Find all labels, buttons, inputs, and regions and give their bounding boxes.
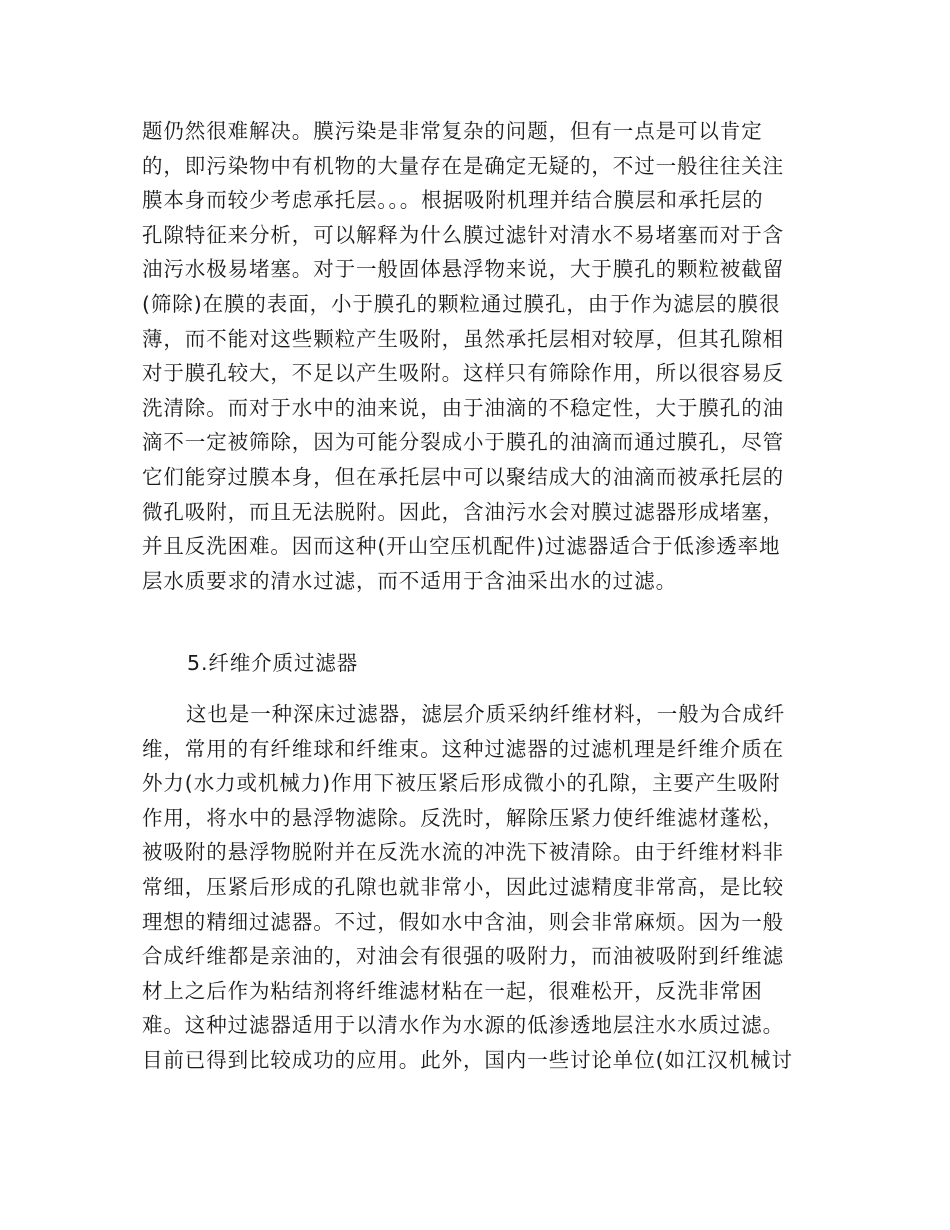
text-line: 层水质要求的清水过滤，而不适用于含油采出水的过滤。 xyxy=(142,568,677,593)
section-heading xyxy=(187,646,587,681)
text-line: 膜本身而较少考虑承托层。。。根据吸附机理并结合膜层和承托层的 xyxy=(142,188,764,213)
text-line: 材上之后作为粘结剂将纤维滤材粘在一起，很难松开，反洗非常困 xyxy=(142,978,763,1003)
text-line: 滴不一定被筛除，因为可能分裂成小于膜孔的油滴而通过膜孔，尽管 xyxy=(142,430,784,455)
text-line: 的，即污染物中有机物的大量存在是确定无疑的，不过一般往往关注 xyxy=(142,153,784,178)
text-line: 这也是一种深床过滤器，滤层介质采纳纤维材料，一般为合成纤 xyxy=(186,702,786,726)
text-line: 合成纤维都是亲油的，对油会有很强的吸附力，而油被吸附到纤维滤 xyxy=(142,944,784,969)
text-line: 常细，压紧后形成的孔隙也就非常小，因此过滤精度非常高，是比较 xyxy=(142,874,784,899)
text-line: 作用，将水中的悬浮物滤除。反洗时，解除压紧力使纤维滤材蓬松， xyxy=(142,805,784,830)
text-line: 并且反洗困难。因而这种(开山空压机配件)过滤器适合于低渗透率地 xyxy=(142,534,781,559)
text-line: 外力(水力或机械力)作用下被压紧后形成微小的孔隙，主要产生吸附 xyxy=(142,771,781,796)
text-line: 微孔吸附，而且无法脱附。因此，含油污水会对膜过滤器形成堵塞， xyxy=(142,499,784,524)
text-line: 它们能穿过膜本身，但在承托层中可以聚结成大的油滴而被承托层的 xyxy=(142,464,784,489)
text-line: (筛除)在膜的表面，小于膜孔的颗粒通过膜孔，由于作为滤层的膜很 xyxy=(142,291,781,316)
text-line: 难。这种过滤器适用于以清水作为水源的低渗透地层注水水质过滤。 xyxy=(142,1013,784,1038)
text-line: 维，常用的有纤维球和纤维束。这种过滤器的过滤机理是纤维介质在 xyxy=(142,736,784,761)
paragraph-fiber-filter xyxy=(142,697,810,1078)
text-line: 被吸附的悬浮物脱附并在反洗水流的冲洗下被清除。由于纤维材料非 xyxy=(142,840,784,865)
text-line: 理想的精细过滤器。不过，假如水中含油，则会非常麻烦。因为一般 xyxy=(142,909,784,934)
text-line: 题仍然很难解决。膜污染是非常复杂的问题，但有一点是可以肯定 xyxy=(142,119,763,143)
heading-text: 5.纤维介质过滤器 xyxy=(187,651,359,675)
text-line: 洗清除。而对于水中的油来说，由于油滴的不稳定性，大于膜孔的油 xyxy=(142,395,784,420)
text-line: 对于膜孔较大，不足以产生吸附。这样只有筛除作用，所以很容易反 xyxy=(142,361,784,386)
paragraph-membrane-fouling xyxy=(142,114,810,598)
text-line: 孔隙特征来分析，可以解释为什么膜过滤针对清水不易堵塞而对于含 xyxy=(142,222,784,247)
text-line: 目前已得到比较成功的应用。此外，国内一些讨论单位(如江汉机械讨 xyxy=(142,1047,793,1072)
text-line: 薄，而不能对这些颗粒产生吸附，虽然承托层相对较厚，但其孔隙相 xyxy=(142,326,784,351)
text-line: 油污水极易堵塞。对于一般固体悬浮物来说，大于膜孔的颗粒被截留 xyxy=(142,257,784,282)
